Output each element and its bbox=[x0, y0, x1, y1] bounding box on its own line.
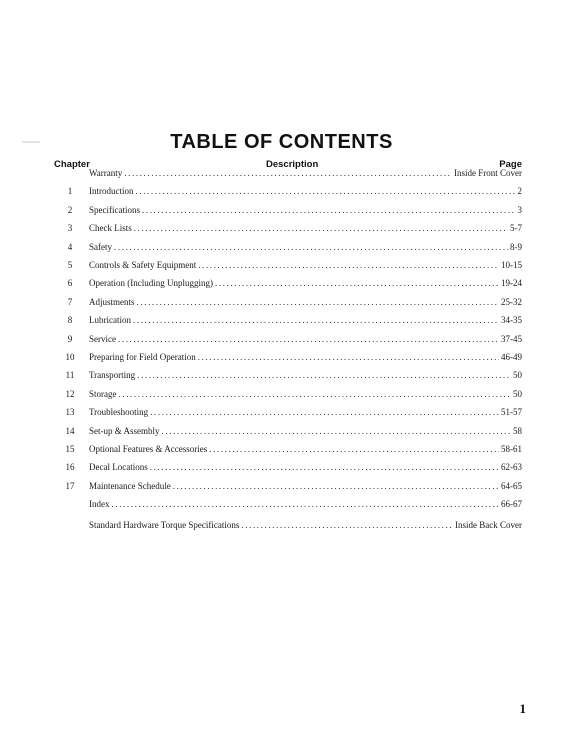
toc-entry-line bbox=[89, 480, 522, 492]
toc-entry bbox=[54, 498, 522, 510]
toc-chapter-number: 17 bbox=[65, 480, 75, 491]
toc-chapter-number: 3 bbox=[67, 223, 73, 234]
toc-description: Operation (Including Unplugging) bbox=[89, 278, 213, 289]
toc-entry bbox=[54, 406, 522, 418]
toc-entry bbox=[54, 167, 522, 179]
toc-page-ref: 51-57 bbox=[501, 407, 522, 418]
toc-page-ref: 10-15 bbox=[501, 260, 522, 270]
toc-page-ref: 46-49 bbox=[501, 352, 522, 362]
toc-description: Standard Hardware Torque Specifications bbox=[89, 520, 240, 530]
toc-page-ref: 50 bbox=[513, 388, 522, 399]
toc-entry-line bbox=[89, 185, 522, 197]
toc-description: Set-up & Assembly bbox=[89, 425, 160, 436]
toc-description: Check Lists bbox=[89, 223, 132, 234]
chapter-column-header: Chapter bbox=[54, 159, 90, 170]
toc-entry-line bbox=[89, 369, 522, 381]
toc-description: Index bbox=[89, 499, 110, 510]
toc-entry-line bbox=[89, 241, 522, 253]
toc-entry bbox=[54, 204, 522, 216]
toc-page-ref: 8-9 bbox=[510, 241, 522, 252]
toc-entry-line bbox=[89, 259, 522, 271]
toc-entry-line bbox=[89, 314, 522, 326]
toc-leader-dots bbox=[119, 388, 512, 400]
toc-chapter-number: 9 bbox=[67, 333, 73, 344]
toc-entry-line bbox=[89, 277, 522, 289]
toc-leader-dots bbox=[137, 369, 511, 381]
toc-chapter-number: 7 bbox=[67, 296, 73, 307]
toc-entry bbox=[54, 259, 522, 271]
toc-leader-dots bbox=[124, 167, 452, 179]
toc-description: Specifications bbox=[89, 204, 140, 215]
toc-description: Decal Locations bbox=[89, 462, 148, 473]
toc-description: Storage bbox=[89, 388, 117, 399]
toc-chapter-number: 11 bbox=[65, 370, 75, 381]
toc-entry-line bbox=[89, 406, 522, 418]
toc-leader-dots bbox=[173, 480, 499, 492]
toc-chapter-number: 13 bbox=[65, 407, 75, 418]
toc-entry-line bbox=[89, 333, 522, 345]
toc-description: Adjustments bbox=[89, 296, 135, 307]
toc-entry bbox=[54, 241, 522, 253]
toc-chapter-number: 12 bbox=[65, 388, 75, 399]
toc-page-ref: 34-35 bbox=[501, 315, 522, 326]
toc-chapter-number: 6 bbox=[67, 278, 73, 289]
toc-leader-dots bbox=[134, 222, 508, 234]
toc-entry-line bbox=[89, 351, 522, 363]
toc-chapter-number: 8 bbox=[67, 315, 73, 326]
toc-description: Service bbox=[89, 333, 116, 344]
toc-page-ref: Inside Front Cover bbox=[454, 168, 522, 178]
toc-chapter-number: 16 bbox=[65, 462, 75, 473]
toc-page-ref: Inside Back Cover bbox=[455, 520, 522, 530]
description-column-header: Description bbox=[266, 159, 319, 170]
toc-leader-dots bbox=[136, 185, 516, 197]
toc-page-ref: 66-67 bbox=[501, 499, 522, 510]
toc-page-ref: 58 bbox=[513, 425, 522, 436]
toc-entry bbox=[54, 277, 522, 289]
page-title: TABLE OF CONTENTS bbox=[170, 131, 393, 153]
toc-entry-line bbox=[89, 425, 522, 437]
toc-page-ref: 37-45 bbox=[501, 333, 522, 344]
toc-chapter-number: 1 bbox=[67, 186, 73, 197]
toc-description: Troubleshooting bbox=[89, 407, 149, 418]
toc-leader-dots bbox=[162, 425, 511, 437]
toc-entry bbox=[54, 185, 522, 197]
toc-entry-line bbox=[89, 461, 522, 473]
toc-entry bbox=[54, 314, 522, 326]
toc-leader-dots bbox=[209, 443, 499, 455]
toc-description: Maintenance Schedule bbox=[89, 480, 171, 491]
toc-entry bbox=[54, 333, 522, 345]
toc-leader-dots bbox=[150, 461, 499, 473]
toc-description: Introduction bbox=[89, 186, 134, 197]
toc-page-ref: 62-63 bbox=[501, 462, 522, 473]
toc-entry-line bbox=[89, 222, 522, 234]
toc-leader-dots bbox=[150, 406, 499, 418]
toc-page-ref: 19-24 bbox=[501, 278, 522, 289]
page-number: 1 bbox=[519, 701, 526, 716]
toc-entry bbox=[54, 425, 522, 437]
toc-entry bbox=[54, 296, 522, 308]
toc-entry bbox=[54, 351, 522, 363]
toc-leader-dots bbox=[198, 351, 499, 363]
toc-chapter-number: 14 bbox=[65, 425, 75, 436]
toc-entry bbox=[54, 369, 522, 381]
toc-leader-dots bbox=[133, 314, 499, 326]
toc-page-ref: 3 bbox=[517, 204, 522, 215]
toc-leader-dots bbox=[118, 333, 499, 345]
toc-leader-dots bbox=[241, 519, 453, 531]
toc-entry-line bbox=[89, 296, 522, 308]
toc-description: Transporting bbox=[89, 370, 136, 381]
toc-description: Safety bbox=[89, 241, 112, 252]
toc-page-ref: 2 bbox=[517, 186, 522, 197]
toc-description: Lubrication bbox=[89, 315, 131, 326]
toc-entry bbox=[54, 480, 522, 492]
toc-entry bbox=[54, 388, 522, 400]
toc-entry bbox=[54, 222, 522, 234]
page-column-header: Page bbox=[499, 159, 522, 170]
toc-leader-dots bbox=[112, 498, 500, 510]
toc-chapter-number: 4 bbox=[67, 241, 73, 252]
toc-chapter-number: 2 bbox=[67, 204, 73, 215]
toc-leader-dots bbox=[215, 277, 499, 289]
toc-entry-line bbox=[89, 167, 522, 179]
toc-page-ref: 25-32 bbox=[501, 296, 522, 307]
toc-leader-dots bbox=[114, 241, 508, 253]
toc-description: Preparing for Field Operation bbox=[89, 352, 196, 362]
toc-page-ref: 64-65 bbox=[501, 480, 522, 491]
toc-page-ref: 5-7 bbox=[510, 223, 522, 234]
toc-entry bbox=[54, 443, 522, 455]
toc-leader-dots bbox=[142, 204, 516, 216]
toc-entry bbox=[54, 461, 522, 473]
toc-entry-line bbox=[89, 519, 522, 531]
toc-page-ref: 58-61 bbox=[501, 444, 522, 454]
toc-leader-dots bbox=[137, 296, 499, 308]
toc-entry bbox=[54, 519, 522, 531]
toc-entry-line bbox=[89, 443, 522, 455]
toc-leader-dots bbox=[198, 259, 499, 271]
toc-description: Optional Features & Accessories bbox=[89, 444, 208, 454]
toc-chapter-number: 5 bbox=[67, 260, 73, 270]
toc-entry-line bbox=[89, 388, 522, 400]
toc-entry-line bbox=[89, 204, 522, 216]
toc-chapter-number: 10 bbox=[65, 352, 75, 362]
toc-description: Warranty bbox=[89, 168, 123, 178]
toc-chapter-number: 15 bbox=[65, 444, 75, 454]
toc-description: Controls & Safety Equipment bbox=[89, 260, 197, 270]
toc-entry-line bbox=[89, 498, 522, 510]
toc-page-ref: 50 bbox=[513, 370, 522, 381]
